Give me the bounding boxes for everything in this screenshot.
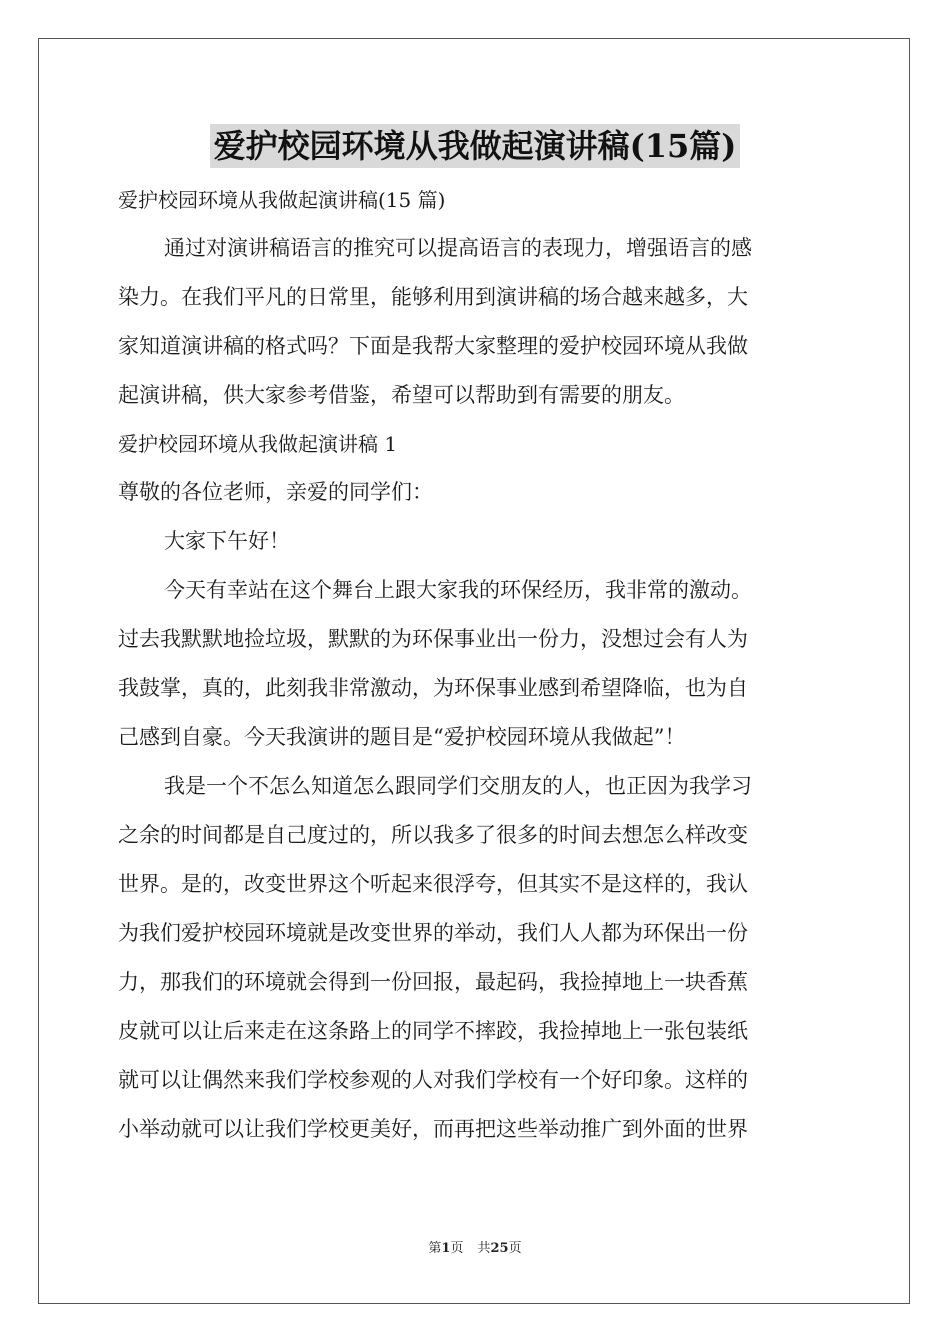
total-pages: 25	[490, 1241, 509, 1256]
page-footer	[0, 1240, 950, 1258]
text-line: 为我们爱护校园环境就是改变世界的举动，我们人人都为环保出一份	[118, 921, 748, 945]
document-body	[118, 176, 832, 1154]
title-wrap	[0, 124, 950, 168]
page-suffix: 页	[450, 1241, 464, 1256]
text-line: 爱护校园环境从我做起演讲稿(15 篇)	[118, 188, 446, 212]
text-line: 通过对演讲稿语言的推究可以提高语言的表现力，增强语言的感	[164, 236, 752, 260]
text-line: 染力。在我们平凡的日常里，能够利用到演讲稿的场合越来越多，大	[118, 285, 748, 309]
greeting: 大家下午好！	[164, 529, 290, 553]
page-number: 1	[441, 1241, 451, 1256]
page-prefix: 第	[428, 1241, 442, 1256]
text-line: 世界。是的，改变世界这个听起来很浮夸，但其实不是这样的，我认	[118, 872, 748, 896]
text-line: 我鼓掌，真的，此刻我非常激动，为环保事业感到希望降临，也为自	[118, 676, 748, 700]
total-suffix: 页	[508, 1241, 522, 1256]
text-line: 之余的时间都是自己度过的，所以我多了很多的时间去想怎么样改变	[118, 823, 748, 847]
text-line: 我是一个不怎么知道怎么跟同学们交朋友的人，也正因为我学习	[164, 774, 752, 798]
document-title: 爱护校园环境从我做起演讲稿(15篇)	[210, 124, 741, 168]
text-line: 小举动就可以让我们学校更美好，而再把这些举动推广到外面的世界	[118, 1117, 748, 1141]
section-heading: 爱护校园环境从我做起演讲稿 1	[118, 432, 398, 456]
text-line: 皮就可以让后来走在这条路上的同学不摔跤，我捡掉地上一张包装纸	[118, 1019, 748, 1043]
salutation: 尊敬的各位老师，亲爱的同学们：	[118, 480, 433, 504]
text-line: 起演讲稿，供大家参考借鉴，希望可以帮助到有需要的朋友。	[118, 383, 685, 407]
text-line: 就可以让偶然来我们学校参观的人对我们学校有一个好印象。这样的	[118, 1068, 748, 1092]
text-line: 家知道演讲稿的格式吗？下面是我帮大家整理的爱护校园环境从我做	[118, 334, 748, 358]
text-line: 过去我默默地捡垃圾，默默的为环保事业出一份力，没想过会有人为	[118, 627, 748, 651]
text-line: 力，那我们的环境就会得到一份回报，最起码，我捡掉地上一块香蕉	[118, 970, 748, 994]
text-line: 今天有幸站在这个舞台上跟大家我的环保经历，我非常的激动。	[164, 578, 752, 602]
text-line: 己感到自豪。今天我演讲的题目是“爱护校园环境从我做起”！	[118, 725, 686, 749]
total-prefix: 共	[477, 1241, 491, 1256]
